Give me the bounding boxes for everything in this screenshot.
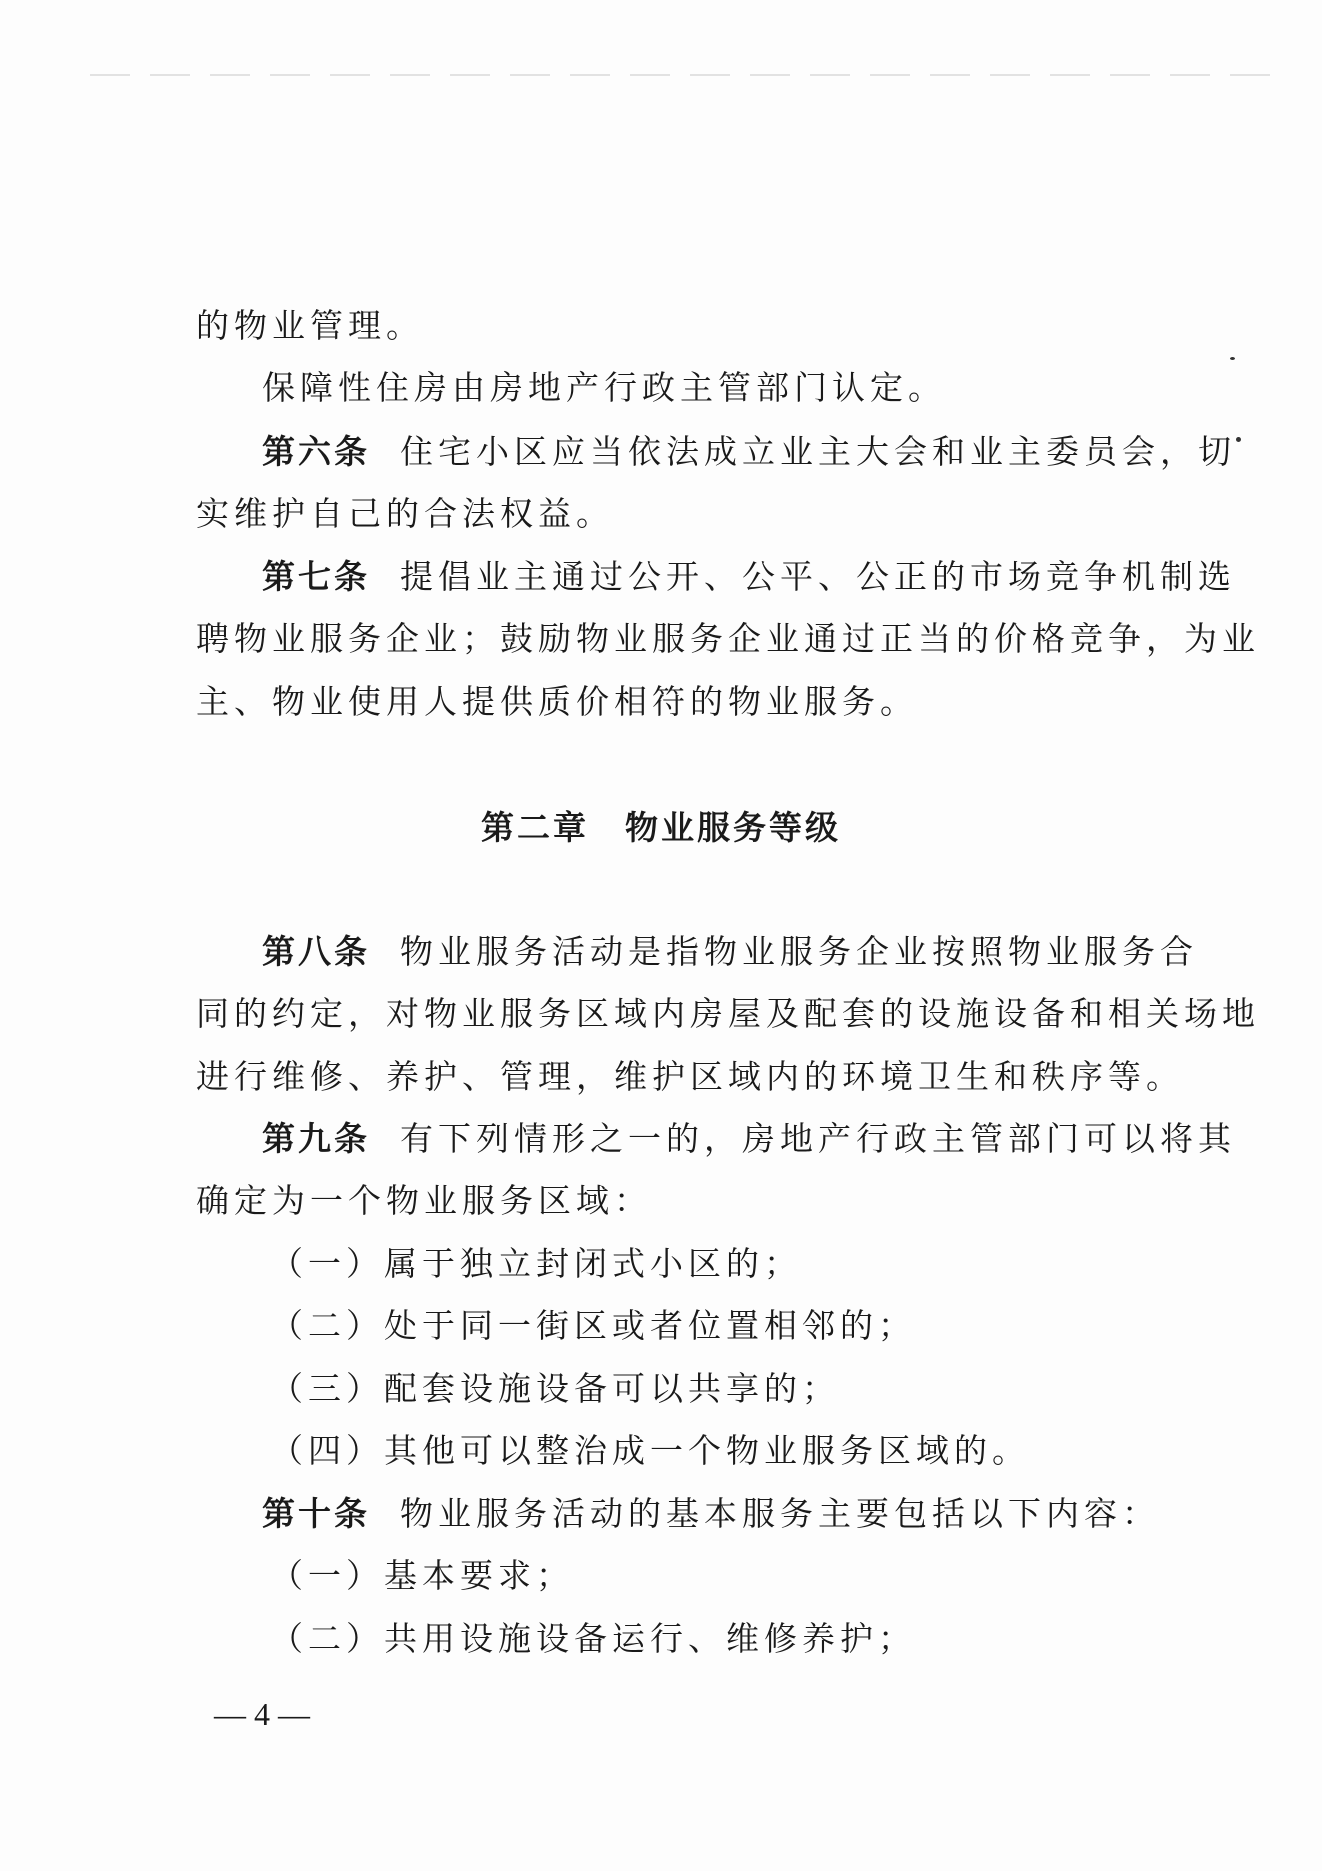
article-label: 第十条 — [262, 1494, 370, 1533]
paragraph-line: 同的约定，对物业服务区域内房屋及配套的设施设备和相关场地 — [196, 994, 1260, 1033]
paragraph-line: 确定为一个物业服务区域： — [196, 1181, 652, 1220]
list-item: （二）共用设施设备运行、维修养护； — [270, 1619, 916, 1658]
article-text: 有下列情形之一的，房地产行政主管部门可以将其 — [400, 1119, 1236, 1158]
scan-speck — [1236, 437, 1241, 442]
paragraph-line: 聘物业服务企业；鼓励物业服务企业通过正当的价格竞争，为业 — [196, 619, 1260, 658]
article-text: 提倡业主通过公开、公平、公正的市场竞争机制选 — [400, 557, 1236, 596]
list-item: （三）配套设施设备可以共享的； — [270, 1369, 840, 1408]
chapter-heading — [0, 808, 1322, 848]
list-item: （一）基本要求； — [270, 1556, 574, 1595]
article-8 — [262, 932, 1198, 972]
scan-artifact-line — [90, 74, 1280, 76]
article-text: 物业服务活动是指物业服务企业按照物业服务合 — [400, 932, 1198, 971]
article-6 — [262, 432, 1236, 472]
article-text: 住宅小区应当依法成立业主大会和业主委员会，切 — [400, 432, 1236, 471]
article-7 — [262, 557, 1236, 597]
article-label: 第九条 — [262, 1119, 370, 1158]
article-label: 第六条 — [262, 432, 370, 471]
article-label: 第七条 — [262, 557, 370, 596]
list-item: （二）处于同一街区或者位置相邻的； — [270, 1306, 916, 1345]
paragraph-line: 主、物业使用人提供质价相符的物业服务。 — [196, 682, 918, 721]
article-10 — [262, 1494, 1160, 1534]
chapter-number: 第二章 — [481, 808, 589, 847]
article-9 — [262, 1119, 1236, 1159]
paragraph-line: 进行维修、养护、管理，维护区域内的环境卫生和秩序等。 — [196, 1057, 1184, 1096]
article-text: 物业服务活动的基本服务主要包括以下内容： — [400, 1494, 1160, 1533]
list-item: （一）属于独立封闭式小区的； — [270, 1244, 802, 1283]
paragraph-line: 的物业管理。 — [196, 306, 424, 345]
list-item: （四）其他可以整治成一个物业服务区域的。 — [270, 1431, 1030, 1470]
paragraph-line: 保障性住房由房地产行政主管部门认定。 — [262, 368, 946, 407]
page-number: — 4 — — [214, 1696, 310, 1732]
article-label: 第八条 — [262, 932, 370, 971]
scan-speck — [1230, 357, 1235, 360]
chapter-title: 物业服务等级 — [625, 808, 841, 847]
paragraph-line: 实维护自己的合法权益。 — [196, 494, 614, 533]
